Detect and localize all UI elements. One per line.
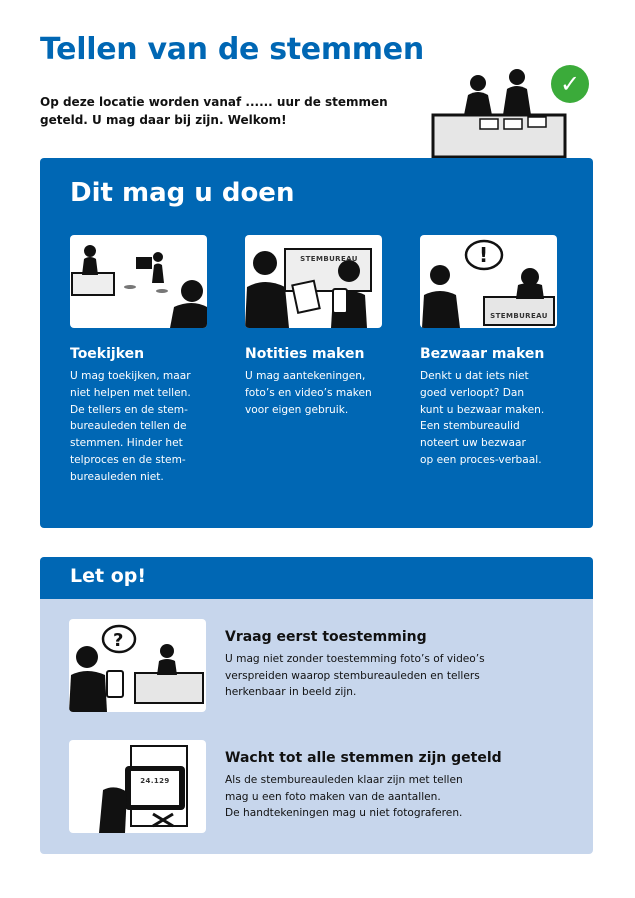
allowed-item-notes: [245, 235, 395, 418]
tally-number: 24.129: [140, 777, 170, 785]
attention-item-heading: Vraag eerst toestemming: [225, 629, 427, 645]
allowed-item-text: Denkt u dat iets niet goed verloopt? Dan kunt u bezwaar maken. Een stembureaulid noteert uw bezwaar op een proces-verbaal.: [420, 370, 545, 466]
permission-illustration: [69, 619, 206, 712]
allowed-item-text: U mag aantekeningen, foto’s en video’s maken voor eigen gebruik.: [245, 370, 372, 416]
tally-photo-illustration: [69, 740, 206, 833]
allowed-item-text: U mag toekijken, maar niet helpen met tellen. De tellers en de stem- bureauleden tellen de stemmen. Hinder het telproces en de stem- bureauleden niet.: [70, 370, 191, 483]
svg-text:?: ?: [113, 630, 124, 651]
objection-illustration: [420, 235, 557, 328]
attention-item-body: [225, 629, 585, 701]
attention-item-text: U mag niet zonder toestemming foto’s of video’s verspreiden waarop stembureauleden en tellers herkenbaar in beeld zijn.: [225, 653, 485, 698]
page-title: Tellen van de stemmen: [40, 32, 424, 67]
intro-text: Op deze locatie worden vanaf ...... uur de stemmen geteld. U mag daar bij zijn. Welkom!: [40, 95, 388, 127]
allowed-section: [40, 158, 593, 528]
attention-item-text: Als de stembureauleden klaar zijn met tellen mag u een foto maken van de aantallen. De handtekeningen mag u niet fotograferen.: [225, 774, 463, 819]
notes-illustration: [245, 235, 382, 328]
watching-illustration: [70, 235, 207, 328]
stembureau-label: STEMBUREAU: [300, 255, 358, 263]
check-icon: ✓: [551, 65, 589, 103]
allowed-section-title: Dit mag u doen: [70, 178, 295, 208]
attention-header: [40, 557, 593, 599]
allowed-item-heading: Toekijken: [70, 346, 145, 362]
allowed-item-watch: [70, 235, 220, 486]
svg-text:!: !: [479, 243, 489, 267]
allowed-item-heading: Notities maken: [245, 346, 365, 362]
attention-section: [40, 557, 593, 854]
attention-item-body: [225, 750, 585, 822]
allowed-item-objection: [420, 235, 570, 469]
attention-item-heading: Wacht tot alle stemmen zijn geteld: [225, 750, 502, 766]
allowed-item-heading: Bezwaar maken: [420, 346, 545, 362]
attention-section-title: Let op!: [70, 565, 147, 587]
stembureau-label: STEMBUREAU: [490, 312, 548, 320]
